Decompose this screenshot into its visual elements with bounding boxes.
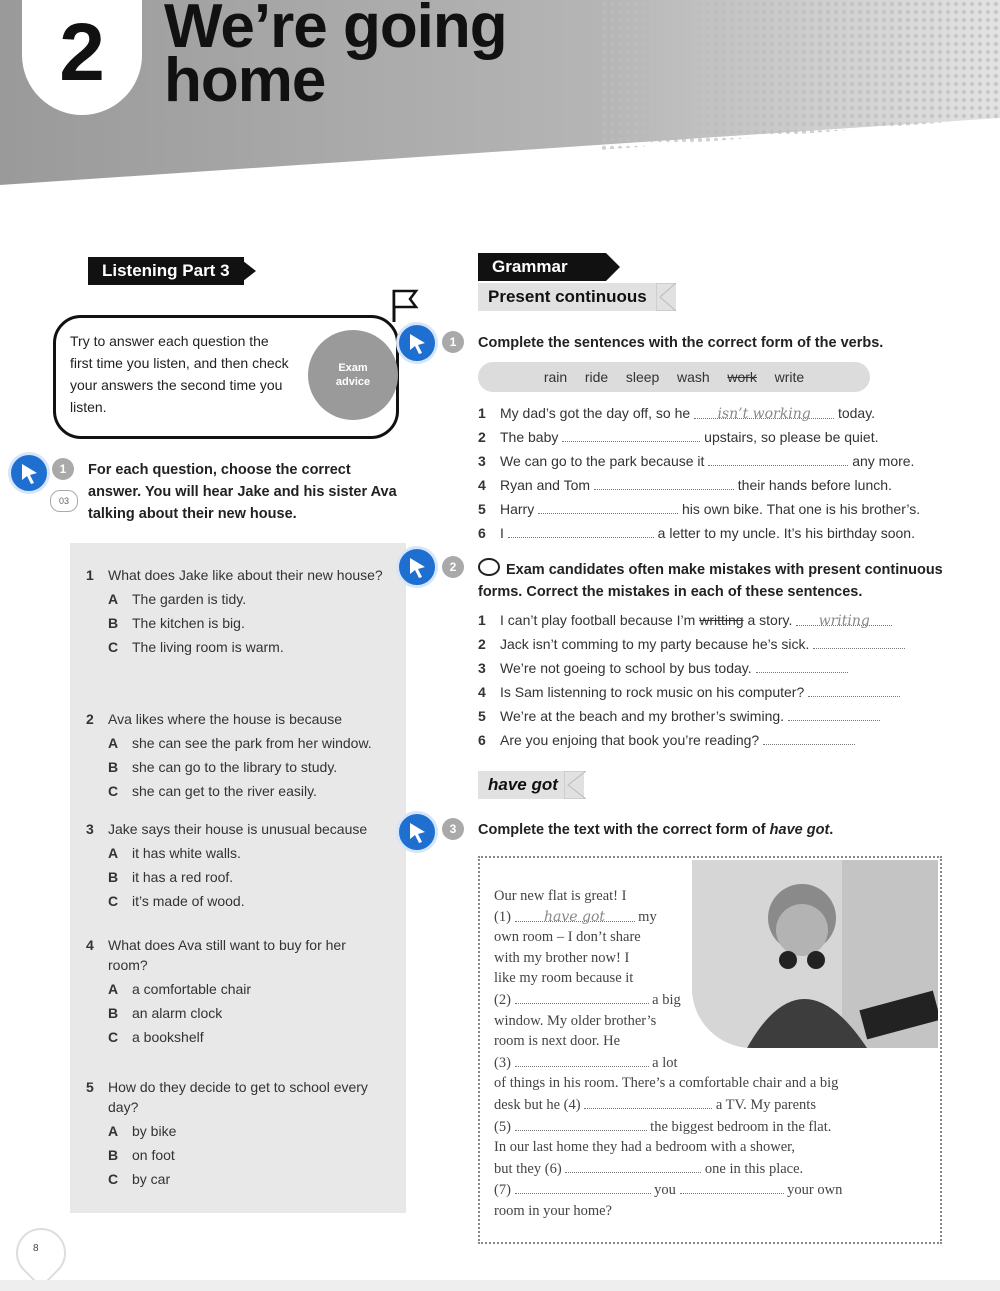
bottom-bar bbox=[0, 1280, 1000, 1291]
answer-option[interactable] bbox=[108, 1169, 386, 1189]
option-letter: A bbox=[108, 1123, 119, 1139]
answer-blank[interactable] bbox=[515, 989, 649, 1004]
exam-advice-badge bbox=[308, 330, 398, 420]
option-text: The garden is tidy. bbox=[132, 591, 247, 607]
have-got-label: have got bbox=[478, 771, 584, 799]
text-fragment: own room – I don’t share bbox=[494, 929, 641, 946]
sentence-start: Ryan and Tom bbox=[500, 477, 591, 493]
flag-icon bbox=[390, 288, 420, 324]
answer-option[interactable] bbox=[108, 867, 386, 887]
pointer-arrow-icon bbox=[11, 455, 47, 491]
mistake-word: writting bbox=[699, 612, 744, 628]
question bbox=[86, 935, 386, 1047]
answer-blank[interactable] bbox=[565, 1158, 701, 1173]
answer-option[interactable] bbox=[108, 589, 386, 609]
text-fragment: of things in his room. There’s a comfortable chair and a big bbox=[494, 1075, 839, 1092]
sentence-end: a story. bbox=[743, 612, 793, 628]
ex1-sentence bbox=[478, 499, 948, 519]
sentence-end: a letter to my uncle. It’s his birthday soon. bbox=[657, 525, 915, 541]
answer-option[interactable] bbox=[108, 613, 386, 633]
item-number: 3 bbox=[478, 453, 486, 469]
grammar-ex3-instruction bbox=[478, 819, 948, 841]
text-fragment: your own bbox=[787, 1182, 843, 1199]
text-line bbox=[494, 989, 930, 1011]
sentence-end: upstairs, so please be quiet. bbox=[704, 429, 879, 445]
option-letter: A bbox=[108, 591, 119, 607]
text-fragment: (1) bbox=[494, 908, 511, 925]
option-text: it’s made of wood. bbox=[132, 893, 245, 909]
audio-track-icon[interactable]: 03 bbox=[50, 490, 78, 512]
text-line bbox=[494, 927, 930, 948]
item-number: 5 bbox=[478, 501, 486, 517]
ex3-instruction-text: Complete the text with the correct form of bbox=[478, 822, 770, 838]
answer-blank[interactable] bbox=[538, 499, 678, 514]
ex2-sentence bbox=[478, 610, 948, 630]
sentence-text: Are you enjoing that book you’re reading? bbox=[500, 732, 760, 748]
option-text: a comfortable chair bbox=[132, 981, 252, 997]
correction-blank[interactable] bbox=[756, 658, 848, 673]
page-number-pin bbox=[6, 1218, 77, 1289]
answer-option[interactable] bbox=[108, 781, 386, 801]
present-continuous-label: Present continuous bbox=[478, 283, 676, 311]
text-line bbox=[494, 1158, 930, 1180]
text-fragment: (2) bbox=[494, 991, 511, 1008]
sentence-start: The baby bbox=[500, 429, 559, 445]
answer-option[interactable] bbox=[108, 757, 386, 777]
correction-blank[interactable]: writing bbox=[796, 611, 892, 626]
option-text: she can go to the library to study. bbox=[132, 759, 338, 775]
answer-blank[interactable] bbox=[508, 523, 654, 538]
option-letter: B bbox=[108, 1005, 119, 1021]
sentence-start: We can go to the park because it bbox=[500, 453, 705, 469]
sentence-text: Is Sam listenning to rock music on his computer? bbox=[500, 684, 805, 700]
option-letter: B bbox=[108, 1147, 119, 1163]
option-text: she can see the park from her window. bbox=[132, 735, 372, 751]
ex3-instruction-end: . bbox=[829, 822, 834, 838]
text-line bbox=[494, 1116, 930, 1138]
have-got-label-arrow bbox=[564, 771, 586, 799]
text-fragment: (5) bbox=[494, 1118, 511, 1135]
text-fragment: window. My older brother’s bbox=[494, 1012, 657, 1029]
ex2-sentence bbox=[478, 682, 948, 702]
exam-advice-box bbox=[53, 315, 399, 439]
question-stem: What does Jake like about their new house? bbox=[108, 567, 383, 583]
exam-advice-badge-line2: advice bbox=[335, 376, 371, 388]
answer-option[interactable] bbox=[108, 843, 386, 863]
question-number: 5 bbox=[86, 1079, 94, 1095]
ex3-instruction-italic: have got bbox=[769, 822, 830, 838]
text-fragment: room in your home? bbox=[494, 1202, 612, 1219]
listening-label: Listening Part 3 bbox=[88, 257, 244, 285]
question-number: 4 bbox=[86, 937, 94, 953]
correction-blank[interactable] bbox=[813, 634, 905, 649]
question bbox=[86, 565, 386, 657]
text-line bbox=[494, 907, 930, 928]
question-stem: Ava likes where the house is because bbox=[108, 711, 342, 727]
ex2-sentence bbox=[478, 706, 948, 726]
ex1-sentence bbox=[478, 475, 948, 495]
answer-blank[interactable] bbox=[515, 1179, 651, 1194]
question bbox=[86, 1077, 386, 1189]
answer-option[interactable] bbox=[108, 1145, 386, 1165]
have-got-text-box bbox=[478, 856, 942, 1244]
sentence-start: I bbox=[500, 525, 504, 541]
ex2-sentence bbox=[478, 634, 948, 654]
answer-option[interactable] bbox=[108, 979, 386, 999]
ex1-sentence bbox=[478, 403, 948, 423]
sentence-text: Jack isn’t comming to my party because he’s sick. bbox=[500, 636, 810, 652]
ex2-instruction-line1: Exam candidates often make mistakes with present continuous bbox=[506, 562, 943, 578]
question-number: 3 bbox=[86, 821, 94, 837]
correction-blank[interactable] bbox=[788, 706, 880, 721]
unit-title-line2: home bbox=[164, 46, 326, 115]
question-stem: How do they decide to get to school every day? bbox=[108, 1079, 368, 1115]
text-line bbox=[494, 968, 930, 989]
text-fragment: my bbox=[638, 908, 657, 925]
text-fragment: (7) bbox=[494, 1182, 511, 1199]
exercise-number: 1 bbox=[52, 458, 74, 480]
unit-title-line1: We’re going bbox=[164, 0, 507, 61]
text-line bbox=[494, 1094, 930, 1116]
text-line bbox=[494, 1201, 930, 1222]
sentence-text: We’re at the beach and my brother’s swiming. bbox=[500, 708, 785, 724]
option-letter: C bbox=[108, 893, 119, 909]
item-number: 4 bbox=[478, 477, 486, 493]
unit-title bbox=[164, 0, 507, 115]
answer-blank[interactable]: isn’t working bbox=[694, 404, 834, 419]
option-text: on foot bbox=[132, 1147, 175, 1163]
question-stem: What does Ava still want to buy for her room? bbox=[108, 937, 346, 973]
questions-panel bbox=[70, 543, 406, 1213]
option-letter: C bbox=[108, 1029, 119, 1045]
word: sleep bbox=[625, 369, 660, 385]
answer-blank[interactable] bbox=[584, 1094, 712, 1109]
exercise-number: 2 bbox=[442, 556, 464, 578]
item-number: 6 bbox=[478, 525, 486, 541]
sentence-start: My dad’s got the day off, so he bbox=[500, 405, 691, 421]
question-number: 1 bbox=[86, 567, 94, 583]
answer-blank[interactable] bbox=[594, 475, 734, 490]
option-text: a bookshelf bbox=[132, 1029, 204, 1045]
item-number: 5 bbox=[478, 708, 486, 724]
option-letter: B bbox=[108, 759, 119, 775]
text-line bbox=[494, 1137, 930, 1158]
option-letter: C bbox=[108, 1171, 119, 1187]
sentence-end: today. bbox=[837, 405, 876, 421]
sentence-text: We’re not goeing to school by bus today. bbox=[500, 660, 752, 676]
question bbox=[86, 819, 386, 911]
text-line bbox=[494, 1011, 930, 1032]
pointer-arrow-icon bbox=[399, 814, 435, 850]
word: write bbox=[774, 369, 805, 385]
option-text: she can get to the river easily. bbox=[132, 783, 317, 799]
text-fragment: a lot bbox=[652, 1054, 678, 1071]
text-fragment: a TV. My parents bbox=[715, 1096, 816, 1113]
ex2-sentence bbox=[478, 658, 948, 678]
ex1-sentence bbox=[478, 523, 948, 543]
listening-label-arrow bbox=[238, 257, 256, 285]
sentence-end: their hands before lunch. bbox=[737, 477, 892, 493]
page-number: 8 bbox=[33, 1243, 39, 1254]
question-number: 2 bbox=[86, 711, 94, 727]
unit-number: 2 bbox=[22, 0, 142, 115]
option-letter: B bbox=[108, 869, 119, 885]
option-letter: A bbox=[108, 735, 119, 751]
verb-word-box bbox=[478, 362, 870, 392]
sentence-end: any more. bbox=[852, 453, 915, 469]
option-letter: A bbox=[108, 981, 119, 997]
pointer-arrow-icon bbox=[399, 549, 435, 585]
item-number: 6 bbox=[478, 732, 486, 748]
ex1-sentence bbox=[478, 451, 948, 471]
text-fragment: the biggest bedroom in the flat. bbox=[650, 1118, 832, 1135]
text-fragment: In our last home they had a bedroom with a shower, bbox=[494, 1139, 796, 1156]
text-fragment: room is next door. He bbox=[494, 1033, 621, 1050]
ex1-sentence bbox=[478, 427, 948, 447]
answer-blank[interactable] bbox=[562, 427, 700, 442]
text-line bbox=[494, 1073, 930, 1094]
answer-option[interactable] bbox=[108, 1003, 386, 1023]
option-letter: B bbox=[108, 615, 119, 631]
ex2-sentence bbox=[478, 730, 948, 750]
option-text: by car bbox=[132, 1171, 171, 1187]
question-stem: Jake says their house is unusual because bbox=[108, 821, 368, 837]
answer-option[interactable] bbox=[108, 637, 386, 657]
option-text: The living room is warm. bbox=[132, 639, 284, 655]
sentence-end: his own bike. That one is his brother’s. bbox=[682, 501, 921, 517]
item-number: 4 bbox=[478, 684, 486, 700]
text-fragment: Our new flat is great! I bbox=[494, 888, 627, 904]
correction-blank[interactable] bbox=[763, 730, 855, 745]
exam-advice-badge-line1: Exam bbox=[338, 362, 368, 374]
text-fragment: but they (6) bbox=[494, 1160, 562, 1177]
answer-blank[interactable] bbox=[708, 451, 848, 466]
word: wash bbox=[677, 369, 710, 385]
answer-option[interactable] bbox=[108, 1027, 386, 1047]
text-line bbox=[494, 1052, 930, 1074]
text-fragment: (3) bbox=[494, 1054, 511, 1071]
answer-option[interactable] bbox=[108, 733, 386, 753]
word: ride bbox=[584, 369, 609, 385]
word-used: work bbox=[727, 369, 757, 385]
option-text: it has white walls. bbox=[132, 845, 241, 861]
grammar-ex2-instruction bbox=[478, 558, 958, 603]
option-text: an alarm clock bbox=[132, 1005, 223, 1021]
exam-candidates-icon bbox=[478, 558, 500, 576]
unit-header bbox=[0, 0, 1000, 185]
question bbox=[86, 709, 386, 801]
text-line bbox=[494, 948, 930, 969]
option-text: The kitchen is big. bbox=[132, 615, 245, 631]
answer-blank[interactable] bbox=[515, 1052, 649, 1067]
correction-blank[interactable] bbox=[808, 682, 900, 697]
option-letter: C bbox=[108, 783, 119, 799]
answer-blank[interactable] bbox=[515, 1116, 647, 1131]
text-fragment: a big bbox=[652, 991, 681, 1008]
grammar-ex1-instruction: Complete the sentences with the correct form of the verbs. bbox=[478, 335, 884, 351]
answer-blank[interactable]: have got bbox=[515, 907, 635, 922]
text-fragment: you bbox=[654, 1182, 676, 1199]
ex2-instruction-line2: forms. Correct the mistakes in each of these sentences. bbox=[478, 584, 863, 600]
grammar-label-arrow bbox=[606, 253, 620, 281]
answer-option[interactable] bbox=[108, 1121, 386, 1141]
sentence-start: I can’t play football because I’m bbox=[500, 612, 700, 628]
cursor-icon[interactable] bbox=[396, 546, 438, 588]
cursor-icon[interactable] bbox=[396, 811, 438, 853]
item-number: 1 bbox=[478, 612, 486, 628]
pointer-arrow-icon bbox=[399, 325, 435, 361]
sentence-start: Harry bbox=[500, 501, 535, 517]
option-text: by bike bbox=[132, 1123, 177, 1139]
option-text: it has a red roof. bbox=[132, 869, 234, 885]
item-number: 2 bbox=[478, 429, 486, 445]
option-letter: C bbox=[108, 639, 119, 655]
option-letter: A bbox=[108, 845, 119, 861]
listening-instruction: For each question, choose the correct answer. You will hear Jake and his sister Ava talking about their new house. bbox=[88, 462, 397, 522]
exercise-number: 3 bbox=[442, 818, 464, 840]
have-got-text bbox=[494, 886, 930, 1222]
text-line bbox=[494, 1031, 930, 1052]
text-fragment: one in this place. bbox=[704, 1160, 804, 1177]
answer-blank[interactable] bbox=[680, 1179, 784, 1194]
text-fragment: with my brother now! I bbox=[494, 949, 630, 966]
text-line bbox=[494, 886, 930, 907]
present-continuous-label-arrow bbox=[656, 283, 676, 311]
item-number: 1 bbox=[478, 405, 486, 421]
text-fragment: like my room because it bbox=[494, 970, 634, 987]
item-number: 2 bbox=[478, 636, 486, 652]
grammar-label: Grammar bbox=[478, 253, 606, 281]
cursor-icon[interactable] bbox=[8, 452, 50, 494]
text-line bbox=[494, 1179, 930, 1201]
answer-option[interactable] bbox=[108, 891, 386, 911]
exam-advice-text: Try to answer each question the first time you listen, and then check your answers the second time you listen. bbox=[70, 333, 289, 415]
item-number: 3 bbox=[478, 660, 486, 676]
word: rain bbox=[543, 369, 568, 385]
cursor-icon[interactable] bbox=[396, 322, 438, 364]
text-fragment: desk but he (4) bbox=[494, 1096, 581, 1113]
exercise-number: 1 bbox=[442, 331, 464, 353]
